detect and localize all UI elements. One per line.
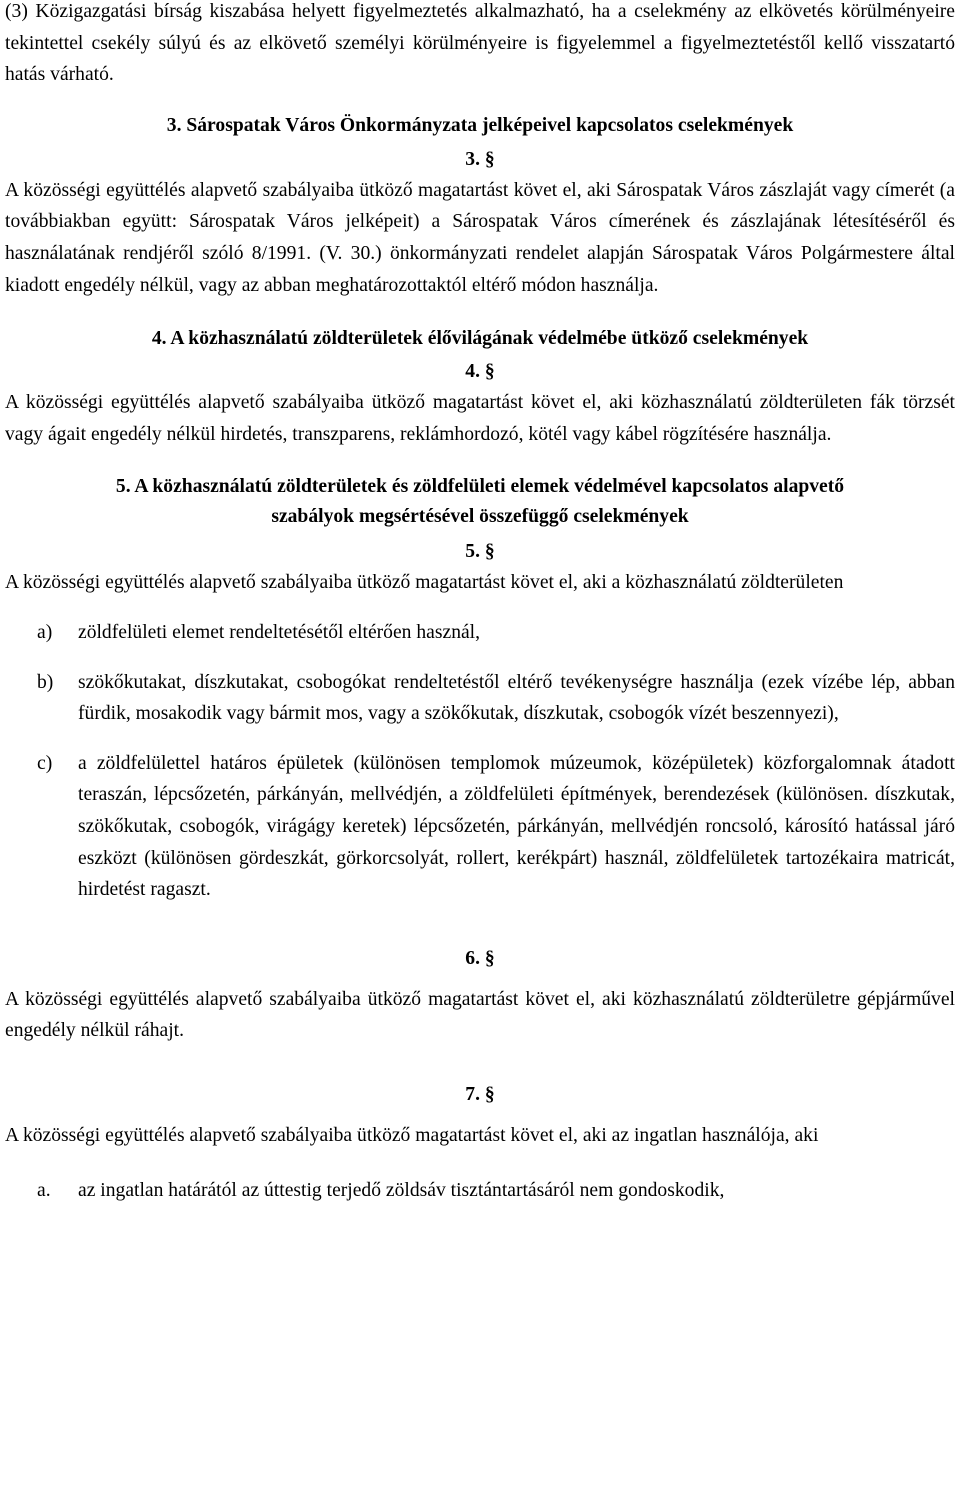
section-6-number: 6. § [465,947,495,969]
list-item [5,617,955,649]
section-6-text: A közösségi együttélés alapvető szabályaiba ütköző magatartást követ el, aki közhasználatú zöldterületre gépjárművel engedély nélkül ráhajt. [5,988,955,1042]
section-5-number: 5. § [465,541,495,563]
section-5-text: A közösségi együttélés alapvető szabályaiba ütköző magatartást követ el, aki a közhasználatú zöldterületen [5,572,844,594]
chapter-5-title-line-1: 5. A közhasználatú zöldterületek és zöldfelületi elemek védelmével kapcsolatos alapvető [115,476,845,498]
list-item-text: a zöldfelülettel határos épületek (különösen templomok múzeumok, középületek) közforgalomnak átadott teraszán, lépcsőzetén, párkányán, mellvédjén, a zöldfelületi építmények, berendezések (különösen. díszkutak, szökőkutak, csobogók, virágágy keretek) lépcsőzetén, párkányán, mellvédjén roncsoló, károsító hatással járó eszközt (különösen gördeszkát, görkorcsolyát, rollert, kerékpárt) használ, zöldfelületek tartozékaira matricát, hirdetést ragaszt. [78,752,955,901]
list-marker: a) [37,621,53,643]
list-item [5,748,955,906]
list-marker: c) [37,752,53,774]
section-3-number: 3. § [465,148,495,170]
list-item-text: szökőkutakat, díszkutakat, csobogókat rendeltetéstől eltérő tevékenységre használja (ezek vízébe lép, abban fürdik, mosakodik vagy bármit mos, vagy a szökőkutak, díszkutak, csobogók vízét beszennyezi), [78,671,955,725]
intro-paragraph: (3) Közigazgatási bírság kiszabása helyett figyelmeztetés alkalmazható, ha a cselekmény az elkövetés körülményeire tekintettel csekély súlyú és az elkövető személyi körülményeire is figyelemmel a figyelmeztetéstől kellő visszatartó hatás várható. [5,1,955,86]
section-3-text: A közösségi együttélés alapvető szabályaiba ütköző magatartást követ el, aki Sárospatak Város zászlaját vagy címerét (a továbbiakban együtt: Sárospatak Város jelképeit) a Sárospatak Város címerének és zászlajának létesítéséről és használatának rendjéről szóló 8/1991. (V. 30.) önkormányzati rendelet alapján Sárospatak Város Polgármestere által kiadott engedély nélkül, vagy az abban meghatározottaktól eltérő módon használja. [5,179,955,296]
section-4-number: 4. § [465,361,495,383]
chapter-5-title-line-2: szabályok megsértésével összefüggő cselekmények [271,506,689,528]
chapter-3-title: 3. Sárospatak Város Önkormányzata jelképeivel kapcsolatos cselekmények [166,114,794,136]
list-item-text: az ingatlan határától az úttestig terjedő zöldsáv tisztántartásáról nem gondoskodik, [78,1180,725,1202]
document-page [5,0,955,1207]
chapter-4-title: 4. A közhasználatú zöldterületek élővilágának védelmébe ütköző cselekmények [151,328,809,350]
list-item [5,1175,955,1207]
section-4-text: A közösségi együttélés alapvető szabályaiba ütköző magatartást követ el, aki közhasználatú zöldterületen fák törzsét vagy ágait engedély nélkül hirdetés, transzparens, reklámhordozó, kötél vagy kábel rögzítésére használja. [5,392,955,445]
section-7-number: 7. § [465,1083,495,1105]
list-item-text: zöldfelületi elemet rendeltetésétől eltérően használ, [78,621,481,643]
list-item [5,667,955,730]
list-marker: a. [37,1180,51,1202]
list-marker: b) [37,671,54,693]
section-7-text: A közösségi együttélés alapvető szabályaiba ütköző magatartást követ el, aki az ingatlan használója, aki [5,1124,819,1146]
